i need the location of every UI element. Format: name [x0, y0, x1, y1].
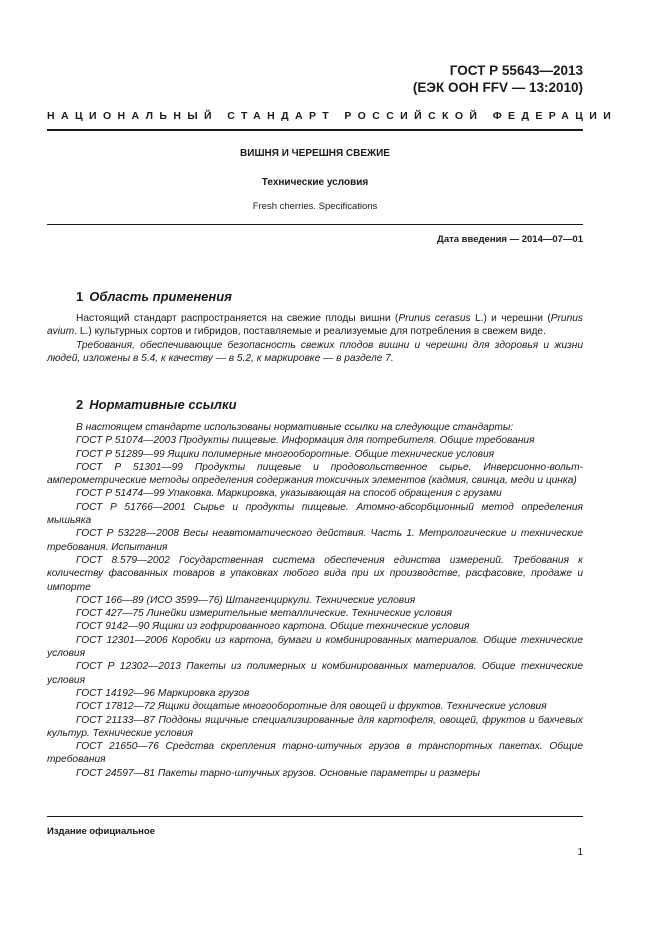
reference-item: ГОСТ 12301—2006 Коробки из картона, бумаги и комбинированных материалов. Общие технические условия: [47, 634, 583, 660]
reference-item: ГОСТ 166—89 (ИСО 3599—76) Штангенциркули. Технические условия: [76, 594, 416, 606]
standard-number-block: [413, 62, 583, 96]
reference-item: ГОСТ 24597—81 Пакеты тарно-штучных грузов. Основные параметры и размеры: [76, 767, 481, 779]
section-1-body: [47, 312, 583, 365]
reference-item: ГОСТ 14192—96 Маркировка грузов: [76, 687, 250, 699]
reference-item: ГОСТ Р 12302—2013 Пакеты из полимерных и комбинированных материалов. Общие технические условия: [47, 661, 583, 686]
reference-item: ГОСТ Р 51766—2001 Сырье и продукты пищевые. Атомно-абсорбционный метод определения мышьяка: [47, 501, 583, 527]
national-standard-heading: НАЦИОНАЛЬНЫЙ СТАНДАРТ РОССИЙСКОЙ ФЕДЕРАЦИИ: [47, 110, 618, 122]
section-2-number: 2: [76, 397, 84, 412]
reference-item: ГОСТ 21133—87 Поддоны ящичные специализированные для картофеля, овощей, фруктов и бахчевых культур. Технические условия: [47, 714, 583, 739]
standard-number: ГОСТ Р 55643—2013: [449, 63, 583, 78]
reference-item: ГОСТ Р 51289—99 Ящики полимерные многооборотные. Общие технические условия: [76, 448, 495, 460]
document-subtitle: Технические условия: [261, 177, 369, 188]
section-1-heading: [76, 289, 232, 304]
title-rule: [47, 224, 583, 225]
reference-item: ГОСТ 21650—76 Средства скрепления тарно-штучных грузов в транспортных пакетах. Общие требования: [47, 741, 583, 766]
reference-item: ГОСТ 427—75 Линейки измерительные металлические. Технические условия: [76, 608, 452, 620]
reference-item: В настоящем стандарте использованы нормативные ссылки на следующие стандарты:: [76, 422, 514, 433]
reference-item: ГОСТ 8.579—2002 Государственная система обеспечения единства измерений. Требования к количеству фасованных товаров в упаковках любого вида при их производстве, расфасовке, продаже и импорте: [47, 554, 583, 593]
reference-item: ГОСТ Р 51301—99 Продукты пищевые и продовольственное сырье. Инверсионно-вольт-амперометрические методы определения содержания токсичных элементов (кадмия, свинца, меди и цинка): [47, 461, 583, 487]
footer-rule: [47, 816, 583, 817]
english-title: Fresh cherries. Specifications: [252, 201, 378, 212]
section-1-paragraph: Настоящий стандарт распространяется на свежие плоды вишни (Prunus cerasus L.) и черешни (Prunus avium. L.) культурных сортов и гибридов, поставляемые и реализуемые для потребления в свежем виде.: [47, 313, 584, 338]
header-rule: [47, 129, 583, 131]
reference-item: ГОСТ 9142—90 Ящики из гофрированного картона. Общие технические условия: [76, 621, 470, 633]
section-1-safety-paragraph: Требования, обеспечивающие безопасность свежих плодов вишни и черешни для здоровья и жизни людей, изложены в 5.4, к качеству — в 5.2, к маркировке — в разделе 7.: [47, 339, 583, 364]
standard-equivalent: (ЕЭК ООН FFV — 13:2010): [412, 80, 583, 95]
section-1-number: 1: [76, 289, 84, 304]
section-2-body: [47, 421, 583, 780]
section-2-title: Нормативные ссылки: [89, 397, 237, 412]
section-2-heading: [76, 397, 237, 412]
reference-item: ГОСТ Р 53228—2008 Весы неавтоматического действия. Часть 1. Метрологические и технические требования. Испытания: [47, 528, 583, 553]
section-1-title: Область применения: [89, 289, 232, 304]
reference-item: ГОСТ Р 51474—99 Упаковка. Маркировка, указывающая на способ обращения с грузами: [76, 488, 502, 500]
reference-item: ГОСТ 17812—72 Ящики дощатые многооборотные для овощей и фруктов. Технические условия: [76, 701, 547, 713]
official-edition-label: Издание официальное: [47, 826, 155, 837]
introduction-date: Дата введения — 2014—07—01: [437, 234, 583, 245]
document-title: ВИШНЯ И ЧЕРЕШНЯ СВЕЖИЕ: [240, 148, 390, 159]
reference-item: ГОСТ Р 51074—2003 Продукты пищевые. Информация для потребителя. Общие требования: [76, 435, 535, 447]
page-number: 1: [577, 847, 583, 858]
